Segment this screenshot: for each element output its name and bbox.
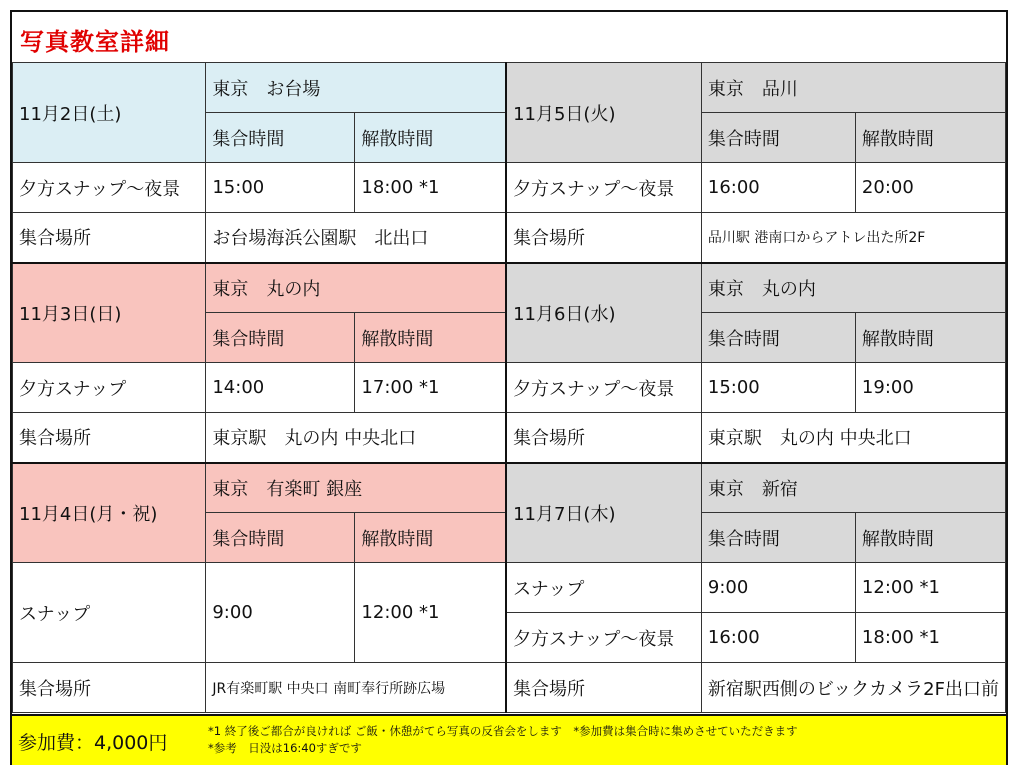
page-title: 写真教室詳細	[20, 28, 170, 56]
start-time-cell: 14:00	[206, 363, 355, 413]
location-cell: 東京 有楽町 銀座	[206, 463, 506, 513]
date-cell: 11月7日(木)	[506, 463, 701, 563]
start-label: 集合時間	[701, 313, 855, 363]
fee-label: 参加費：4,000円	[18, 732, 168, 754]
date-cell: 11月6日(水)	[506, 263, 701, 363]
start-time-cell: 15:00	[701, 363, 855, 413]
start-label: 集合時間	[206, 513, 355, 563]
table-row	[13, 263, 1006, 313]
place-cell: 東京駅 丸の内 中央北口	[206, 413, 506, 463]
end-label: 解散時間	[855, 513, 1005, 563]
start-label: 集合時間	[701, 513, 855, 563]
place-label: 集合場所	[506, 413, 701, 463]
start-label: 集合時間	[206, 313, 355, 363]
activity-cell: 夕方スナップ	[13, 363, 206, 413]
table-row	[13, 363, 1006, 413]
place-label: 集合場所	[506, 663, 701, 713]
footer-bar	[12, 714, 1006, 765]
table-row	[13, 663, 1006, 713]
place-cell: JR有楽町駅 中央口 南町奉行所跡広場	[206, 663, 506, 713]
date-cell: 11月2日(土)	[13, 63, 206, 163]
end-time-cell: 18:00 *1	[355, 163, 506, 213]
start-time-cell: 15:00	[206, 163, 355, 213]
schedule-table	[12, 62, 1006, 713]
start-time-cell: 16:00	[701, 613, 855, 663]
activity-cell: スナップ	[506, 563, 701, 613]
location-cell: 東京 品川	[701, 63, 1005, 113]
date-cell: 11月4日(月・祝)	[13, 463, 206, 563]
table-row	[13, 213, 1006, 263]
place-label: 集合場所	[13, 213, 206, 263]
table-row	[13, 63, 1006, 113]
end-time-cell: 18:00 *1	[855, 613, 1005, 663]
footer-notes	[208, 723, 798, 757]
end-label: 解散時間	[855, 313, 1005, 363]
end-label: 解散時間	[855, 113, 1005, 163]
location-cell: 東京 お台場	[206, 63, 506, 113]
start-time-cell: 9:00	[701, 563, 855, 613]
table-row	[13, 463, 1006, 513]
location-cell: 東京 丸の内	[701, 263, 1005, 313]
place-label: 集合場所	[13, 413, 206, 463]
start-label: 集合時間	[701, 113, 855, 163]
activity-cell: 夕方スナップ～夜景	[506, 363, 701, 413]
table-row	[13, 413, 1006, 463]
table-row	[13, 563, 1006, 613]
place-label: 集合場所	[506, 213, 701, 263]
place-label: 集合場所	[13, 663, 206, 713]
start-label: 集合時間	[206, 113, 355, 163]
location-cell: 東京 丸の内	[206, 263, 506, 313]
date-cell: 11月3日(日)	[13, 263, 206, 363]
date-cell: 11月5日(火)	[506, 63, 701, 163]
footer-note: *1 終了後ご都合が良ければ ご飯・休憩がてら写真の反省会をします *参加費は集合時に集めさせていただきます	[208, 724, 798, 738]
title-bar	[12, 12, 1006, 64]
location-cell: 東京 新宿	[701, 463, 1005, 513]
end-time-cell: 20:00	[855, 163, 1005, 213]
footer-note: *参考 日没は16:40すぎです	[208, 741, 362, 755]
end-time-cell: 17:00 *1	[355, 363, 506, 413]
schedule-sheet	[10, 10, 1008, 765]
activity-cell: 夕方スナップ～夜景	[506, 163, 701, 213]
place-cell: 東京駅 丸の内 中央北口	[701, 413, 1005, 463]
place-cell: 新宿駅西側のビックカメラ2F出口前	[701, 663, 1005, 713]
end-label: 解散時間	[355, 513, 506, 563]
end-time-cell: 19:00	[855, 363, 1005, 413]
activity-cell: スナップ	[13, 563, 206, 663]
place-cell: 品川駅 港南口からアトレ出た所2F	[701, 213, 1005, 263]
activity-cell: 夕方スナップ～夜景	[506, 613, 701, 663]
end-label: 解散時間	[355, 313, 506, 363]
table-row	[13, 163, 1006, 213]
end-time-cell: 12:00 *1	[855, 563, 1005, 613]
place-cell: お台場海浜公園駅 北出口	[206, 213, 506, 263]
activity-cell: 夕方スナップ～夜景	[13, 163, 206, 213]
end-label: 解散時間	[355, 113, 506, 163]
start-time-cell: 9:00	[206, 563, 355, 663]
end-time-cell: 12:00 *1	[355, 563, 506, 663]
start-time-cell: 16:00	[701, 163, 855, 213]
